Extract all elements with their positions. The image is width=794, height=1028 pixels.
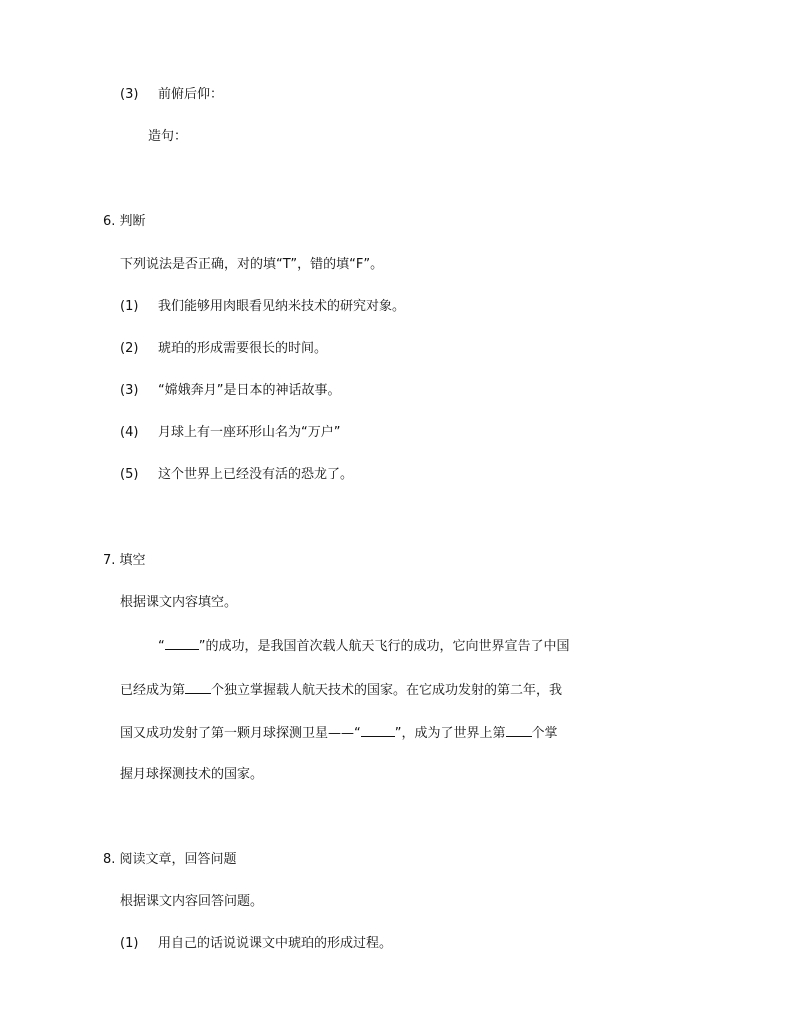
item-text: 琥珀的形成需要很长的时间。 [158, 341, 328, 356]
q7-paragraph-line-1 [158, 636, 570, 656]
item-text: “嫦娥奔月”是日本的神话故事。 [158, 383, 341, 398]
text-segment: ”，成为了世界上第 [394, 726, 506, 741]
answer-blank-2[interactable] [185, 680, 211, 694]
q6-item-1 [120, 298, 405, 316]
text-segment: 已经成为第 [120, 683, 186, 698]
answer-blank-3[interactable] [361, 723, 395, 737]
sentence-label: 造句： [148, 129, 188, 144]
item-number: (4) [120, 425, 139, 440]
q8-instruction: 根据课文内容回答问题。 [120, 894, 264, 909]
q6-instruction: 下列说法是否正确，对的填“T”，错的填“F”。 [120, 257, 384, 272]
text-segment: 国又成功发射了第一颗月球探测卫星——“ [120, 726, 361, 741]
answer-blank-1[interactable] [165, 636, 199, 650]
text-segment: ”的成功，是我国首次载人航天飞行的成功，它向世界宣告了中国 [198, 639, 570, 654]
text-segment: 个独立掌握载人航天技术的国家。在它成功发射的第二年，我 [211, 683, 563, 698]
quote-open: “ [158, 639, 165, 654]
q7-instruction: 根据课文内容填空。 [120, 595, 238, 610]
q7-paragraph-line-3 [120, 723, 558, 743]
q6-item-3 [120, 382, 340, 400]
q6-item-2 [120, 340, 327, 358]
item-text: 用自己的话说说课文中琥珀的形成过程。 [158, 936, 393, 951]
answer-blank-4[interactable] [506, 723, 532, 737]
q8-item-1 [120, 935, 392, 953]
q7-heading: 7. 填空 [103, 553, 146, 568]
item-number: (1) [120, 936, 139, 951]
q8-heading: 8. 阅读文章，回答问题 [103, 852, 237, 867]
item-text: 这个世界上已经没有活的恐龙了。 [158, 467, 354, 482]
item-number: (2) [120, 341, 139, 356]
item-text: 我们能够用肉眼看见纳米技术的研究对象。 [158, 299, 406, 314]
item-number: (1) [120, 299, 139, 314]
q6-heading: 6. 判断 [103, 214, 146, 229]
item-number: (3) [120, 383, 139, 398]
item-text: 前俯后仰： [158, 87, 224, 102]
item-number: (5) [120, 467, 139, 482]
q6-item-4 [120, 424, 340, 442]
item-text: 月球上有一座环形山名为“万户” [158, 425, 341, 440]
q6-item-5 [120, 466, 353, 484]
q7-paragraph-line-2 [120, 680, 562, 700]
q7-paragraph-line-4: 握月球探测技术的国家。 [120, 767, 264, 782]
item-number: (3) [120, 87, 139, 102]
q5-item-3 [120, 86, 223, 104]
text-segment: 个掌 [531, 726, 558, 741]
